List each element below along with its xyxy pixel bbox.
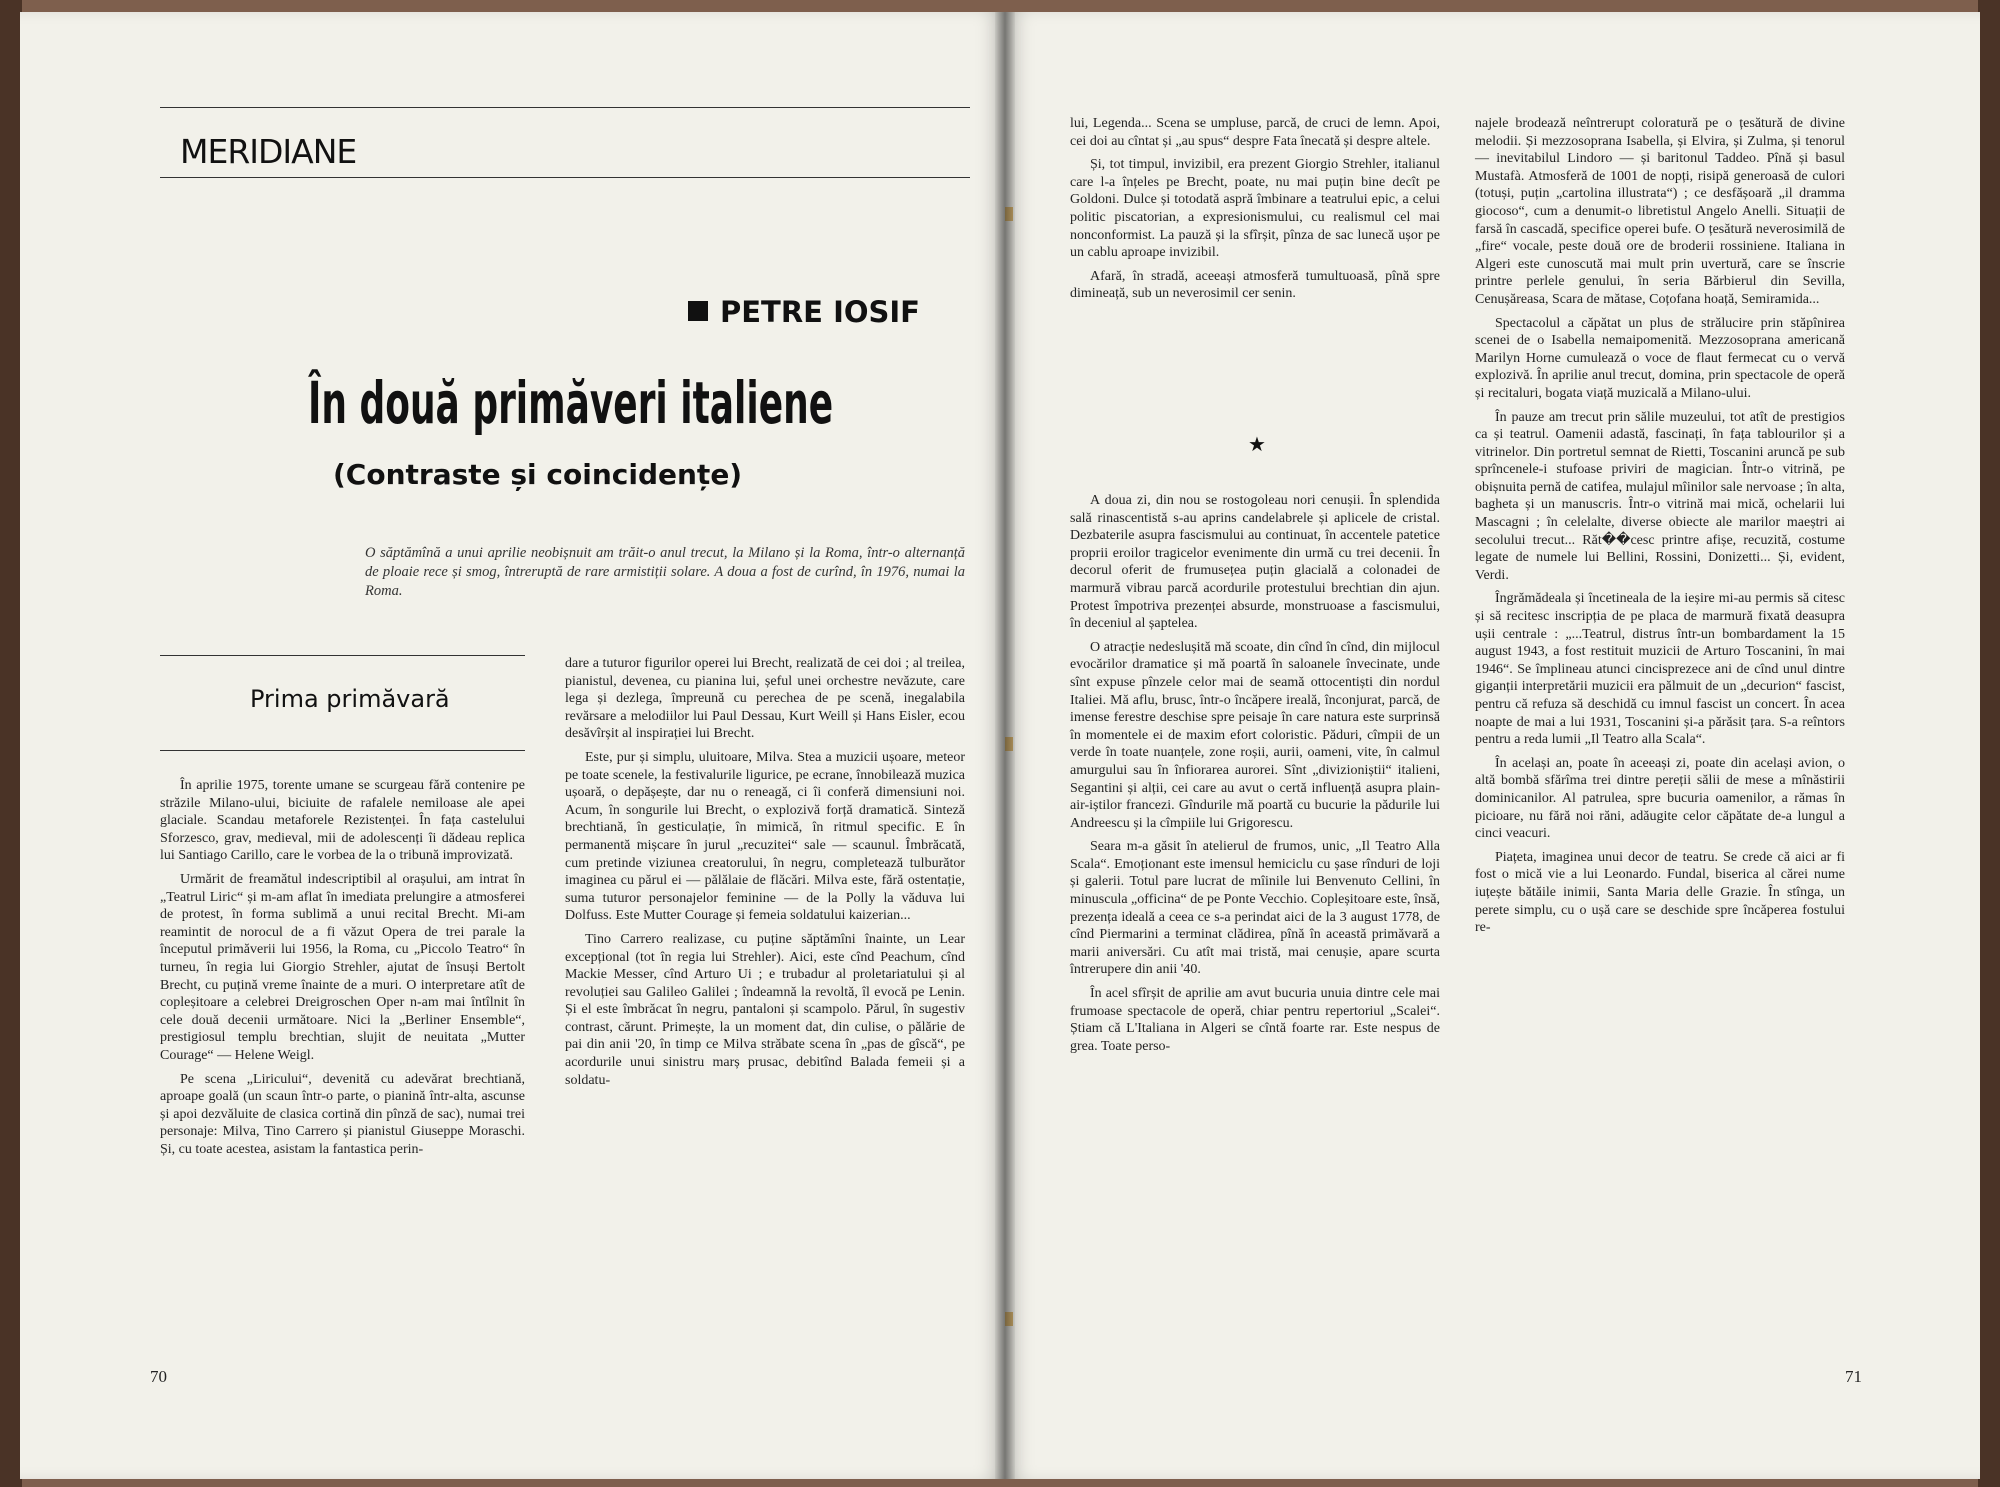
section-rule — [160, 177, 970, 178]
paragraph: Spectacolul a căpătat un plus de strălucire prin stăpînirea scenei de o Isabella nemaipomenită. Mezzosoprana americană Marilyn Horne cumulează o voce de flaut fermecat cu o vervă explozivă. În aprilie anul trecut, domina, prin spectacole de operă și recitaluri, bogata viață muzicală a Milano-ului. — [1475, 315, 1845, 401]
paragraph: lui, Legenda... Scena se umpluse, parcă, de cruci de lemn. Apoi, cei doi au cîntat și „au spus“ despre Fata înecată și despre altele. — [1070, 116, 1440, 149]
left-page — [20, 12, 1005, 1479]
paragraph: Pe scena „Liricului“, devenită cu adevărat brechtiană, aproape goală (un scaun într-o parte, o pianină într-alta, ascunse și apoi dezvăluite de clasica cortină din pînză de sac), numai trei personaje: Milva, Tino Carrero și pianistul Giuseppe Moraschi. Și, cu toate acestea, asistam la fantastica perin- — [160, 1071, 525, 1157]
book-gutter — [995, 12, 1015, 1479]
paragraph: A doua zi, din nou se rostogoleau nori cenușii. În splendida sală rinascentistă s-au aprins candelabrele și aplicele de cristal. Dezbaterile asupra fascismului au continuat, în accentele patetice proprii eroilor tragicelor evenimente din urmă cu trei decenii. În decorul oferit de frumusețea puțin glacială a colonadei de marmură vibrau parcă acordurile protestului brechtian din ajun. Protest împotriva prezenței absurde, monstruoase a fascismului, în deceniul al șaptelea. — [1070, 493, 1440, 632]
section-subhead: Prima primăvară — [250, 685, 450, 713]
section-label: MERIDIANE — [180, 132, 357, 171]
paragraph: Tino Carrero realizase, cu puține săptămîni înainte, un Lear excepțional (tot în regia lui Strehler). Aici, este cînd Peachum, cînd Mackie Messer, cînd Arturo Ui ; e trubadur al proletariatului și al revoluției sau Galileo Galilei ; îndeamnă la revoltă, îl evocă pe Lenin. Și el este îmbrăcat în negru, pantaloni și scampolo. Părul, în sugestiv contrast, cărunt. Primește, la un moment dat, din culise, o pălărie de pai din anii '20, în timp ce Milva străbate scena în „pas de gîscă“, pe acordurile unui sinistru marș prusac, debitînd Balada femeii și a soldatu- — [565, 931, 965, 1088]
paragraph: O atracție nedeslușită mă scoate, din cînd în cînd, din mijlocul evocărilor dramatice și mă poartă în saloanele învecinate, unde sînt expuse pînzele celor mai de seamă ottocentiști din nordul Italiei. Mă aflu, brusc, într-o încăpere ireală, înconjurat, parcă, de imense ferestre deschise spre peisaje în care natura este surprinsă în momentele ei de maxim efort coloristic. Păduri, cîmpii de un verde în toate nuanțele, zone roșii, aurii, oameni, vite, în calmul amurgului sau în înfiorarea aurorei. Sînt „divizioniștii“ italieni, Segantini și alții, cei care au avut o certă influență asupra plain-air-iștilor francezi. Gîndurile mă poartă cu bucurie la pădurile lui Andreescu și la cîmpiile lui Grigorescu. — [1070, 639, 1440, 831]
text-column-3-top — [1070, 115, 1440, 309]
paragraph: dare a tuturor figurilor operei lui Brecht, realizată de cei doi ; al treilea, pianistul, devenea, cu pianina lui, șeful unei orchestre nevăzute, care lega și dezlega, împreună cu perechea de pe scenă, inegalabila revărsare a melodiilor lui Paul Dessau, Kurt Weill și Hans Eisler, ecou desăvîrșit al inspirației lui Brecht. — [565, 656, 965, 742]
paragraph: Și, tot timpul, invizibil, era prezent Giorgio Strehler, italianul care l-a înțeles pe Brecht, poate, nu mai puțin bine decît pe Goldoni. Dulce și totodată aspră îmbinare a teatrului epic, a celui politic piscatorian, a expresionismului, cu realismul cel mai nonconformist. La pauză și la sfîrșit, pînza de sac lunecă ușor pe un cablu aproape invizibil. — [1070, 157, 1440, 261]
subhead-rule-top — [160, 655, 525, 656]
paragraph: În acel sfîrșit de aprilie am avut bucuria unuia dintre cele mai frumoase spectacole de operă, chiar pentru repertoriul „Scalei“. Știam că L'Italiana in Algeri se cîntă foarte rar. Este nespus de grea. Toate perso- — [1070, 986, 1440, 1054]
text-column-2 — [565, 655, 965, 1095]
page-number: 70 — [150, 1367, 167, 1386]
subhead-rule-bottom — [160, 750, 525, 751]
author-name — [688, 295, 920, 329]
paragraph: Este, pur și simplu, uluitoare, Milva. Stea a muzicii ușoare, meteor pe toate scenele, la festivalurile ligurice, pe ecrane, înnobilează muzica ușoară, o depășește, dar nu o reneagă, ci îi conferă dimensiuni noi. Acum, în songurile lui Brecht, o explozivă forță dramatică. Sinteză brechtiană, în gesticulație, în mimică, în ritmul specific. E în permanentă mișcare în jurul „recuzitei“ sale — scaunul. Îmbrăcată, cum pretinde viziunea creatorului, în negru, completează tulburător imaginea cu părul ei — pălălaie de flăcări. Milva este, fără ostentație, suma tuturor personajelor feminine — de la Polly la văduva lui Dolfuss. Este Mutter Courage și femeia soldatului kaizerian... — [565, 749, 965, 924]
paragraph: Urmărit de freamătul indescriptibil al orașului, am intrat în „Teatrul Liric“ și m-am aflat în imediata prelungire a atmosferei de protest, în forma sublimă a unui recital Brecht. Mi-am reamintit de norocul de a fi văzut Opera de trei parale la începutul primăverii lui 1956, la Roma, cu „Piccolo Teatro“ în turneu, în regia lui Giorgio Strehler, ajutat de însuși Bertolt Brecht, cu puțină vreme înainte de a muri. O interpretare atît de copleșitoare a celebrei Dreigroschen Oper n-am mai întîlnit în cele două decenii următoare. Nici la „Berliner Ensemble“, prestigiosul templu brechtian, slujit de neuitata „Mutter Courage“ — Helene Weigl. — [160, 871, 525, 1063]
paragraph: Îngrămădeala și încetineala de la ieșire mi-au permis să citesc și să recitesc inscripția de pe placa de marmură fixată deasupra ușii centrale : „...Teatrul, distrus într-un bombardament la 15 august 1943, a fost restituit muzicii de Arturo Toscanini, în mai 1946“. Se împlineau atunci cincisprezece ani de cînd unul dintre giganții interpretării muzicii era pălmuit de un „decurion“ fascist, pentru că refuza să deschidă cu imnul fascist un concert. În acea noapte de mai a lui 1931, Toscanini și-a părăsit țara. S-a reîntors pentru a reda lumii „Il Teatro alla Scala“. — [1475, 591, 1845, 748]
page-number: 71 — [1845, 1367, 1862, 1386]
cover-edge-left — [0, 0, 22, 1487]
author-text: PETRE IOSIF — [719, 295, 920, 329]
article-title: În două primăveri italiene — [308, 369, 834, 437]
paragraph: Piațeta, imaginea unui decor de teatru. Se crede că aici ar fi fost o mică vie a lui Leonardo. Fundal, biserica al cărei nume iuțește bătăile inimii, Santa Maria delle Grazie. În stînga, un perete simplu, cu o ușă care se deschide spre încăperea fostului re- — [1475, 849, 1845, 936]
paragraph: În pauze am trecut prin sălile muzeului, tot atît de prestigios ca și teatrul. Oamenii adastă, fascinați, în fața tablourilor și a vitrinelor. Din portretul semnat de Rietti, Toscanini aruncă pe sub sprîncenele-i stufoase priviri de magician. Într-o vitrină, pe obișnuita pernă de catifea, mulajul mîinilor sale nervoase ; în alta, bagheta și un manuscris. Într-o vitrină mai mică, ochelarii lui Mascagni ; în celelalte, diverse obiecte ale marilor maeștri ai secolului trecut... Răt��cesc printre afișe, recuzită, costume legate de numele lui Bellini, Rossini, Donizetti... Și, evident, Verdi. — [1475, 409, 1845, 583]
paragraph: În aprilie 1975, torente umane se scurgeau fără contenire pe străzile Milano-ului, biciuite de rafalele nemiloase ale apei glaciale. Scandau metaforele Rezistenței. În fața castelului Sforzesco, grav, medieval, mii de adolescenți îi dădeau replica lui Santiago Carillo, care le vorbea de la o tribună improvizată. — [160, 778, 525, 864]
paragraph: Afară, în stradă, aceeași atmosferă tumultuoasă, pînă spre dimineață, sub un neverosimil cer senin. — [1070, 268, 1440, 302]
paragraph: Seara m-a găsit în atelierul de frumos, unic, „Il Teatro Alla Scala“. Emoționant este imensul hemiciclu cu șase rînduri de loji și galerii. Totul pare lucrat de mîinile lui Benvenuto Cellini, în minuscula „officina“ de pe Ponte Vecchio. Copleșitoare este, însă, prezența ideală a ceea ce s-a perindat aici de la 3 august 1778, de cînd Piermarini a terminat clădirea, pînă în această primăvară a marii aniversări. Cu atît mai tristă, mai cenușie, apare scurta întrerupere din anii '40. — [1070, 839, 1440, 978]
cover-edge-right — [1978, 0, 2000, 1487]
text-column-3-bottom — [1070, 492, 1440, 1061]
article-subtitle: (Contraste și coincidențe) — [333, 458, 743, 491]
lead-paragraph: O săptămînă a unui aprilie neobișnuit am trăit-o anul trecut, la Milano și la Roma, într-o alternanță de ploaie rece și smog, întreruptă de rare armistiții solare. A doua a fost de curînd, în 1976, numai la Roma. — [365, 545, 965, 599]
paragraph: najele brodează neîntrerupt coloratură pe o țesătură de divine melodii. Și mezzosoprana Isabella, și Elvira, și Zulma, și tenorul — inevitabilul Lindoro — și baritonul Taddeo. Pînă și basul Mustafà. Atmosferă de 1001 de nopți, risipă generoasă de culori (totuși, puțin „cartolina illustrata“) ; ce desfășoară „il dramma giocoso“, cum a denumit-o libretistul Angelo Anelli. Situații de farsă în cascadă, specifice operei bufe. O țesătură neverosimilă de „fire“ vocale, peste două ore de broderii rossiniene. Italiana in Algeri este cunoscută mai mult prin uvertură, care se înscrie printre perlele genului, în seria Bărbierul din Sevilla, Cenușăreasa, Scara de mătase, Coțofana hoață, Semiramida... — [1475, 116, 1845, 307]
text-column-4 — [1475, 115, 1845, 943]
text-column-1 — [160, 777, 525, 1164]
section-break-star-icon: ★ — [1248, 434, 1266, 456]
paragraph: În același an, poate în aceeași zi, poate din același avion, o altă bombă sfărîma trei dintre pereții sălii de mese a mînăstirii dominicanilor. Al patrulea, spre bucuria oamenilor, a rămas în picioare, nu fără noi răni, adăugite celor căpătate de-a lungul a cinci veacuri. — [1475, 755, 1845, 842]
square-bullet-icon — [688, 301, 708, 321]
right-page — [1005, 12, 1980, 1479]
top-rule — [160, 107, 970, 108]
